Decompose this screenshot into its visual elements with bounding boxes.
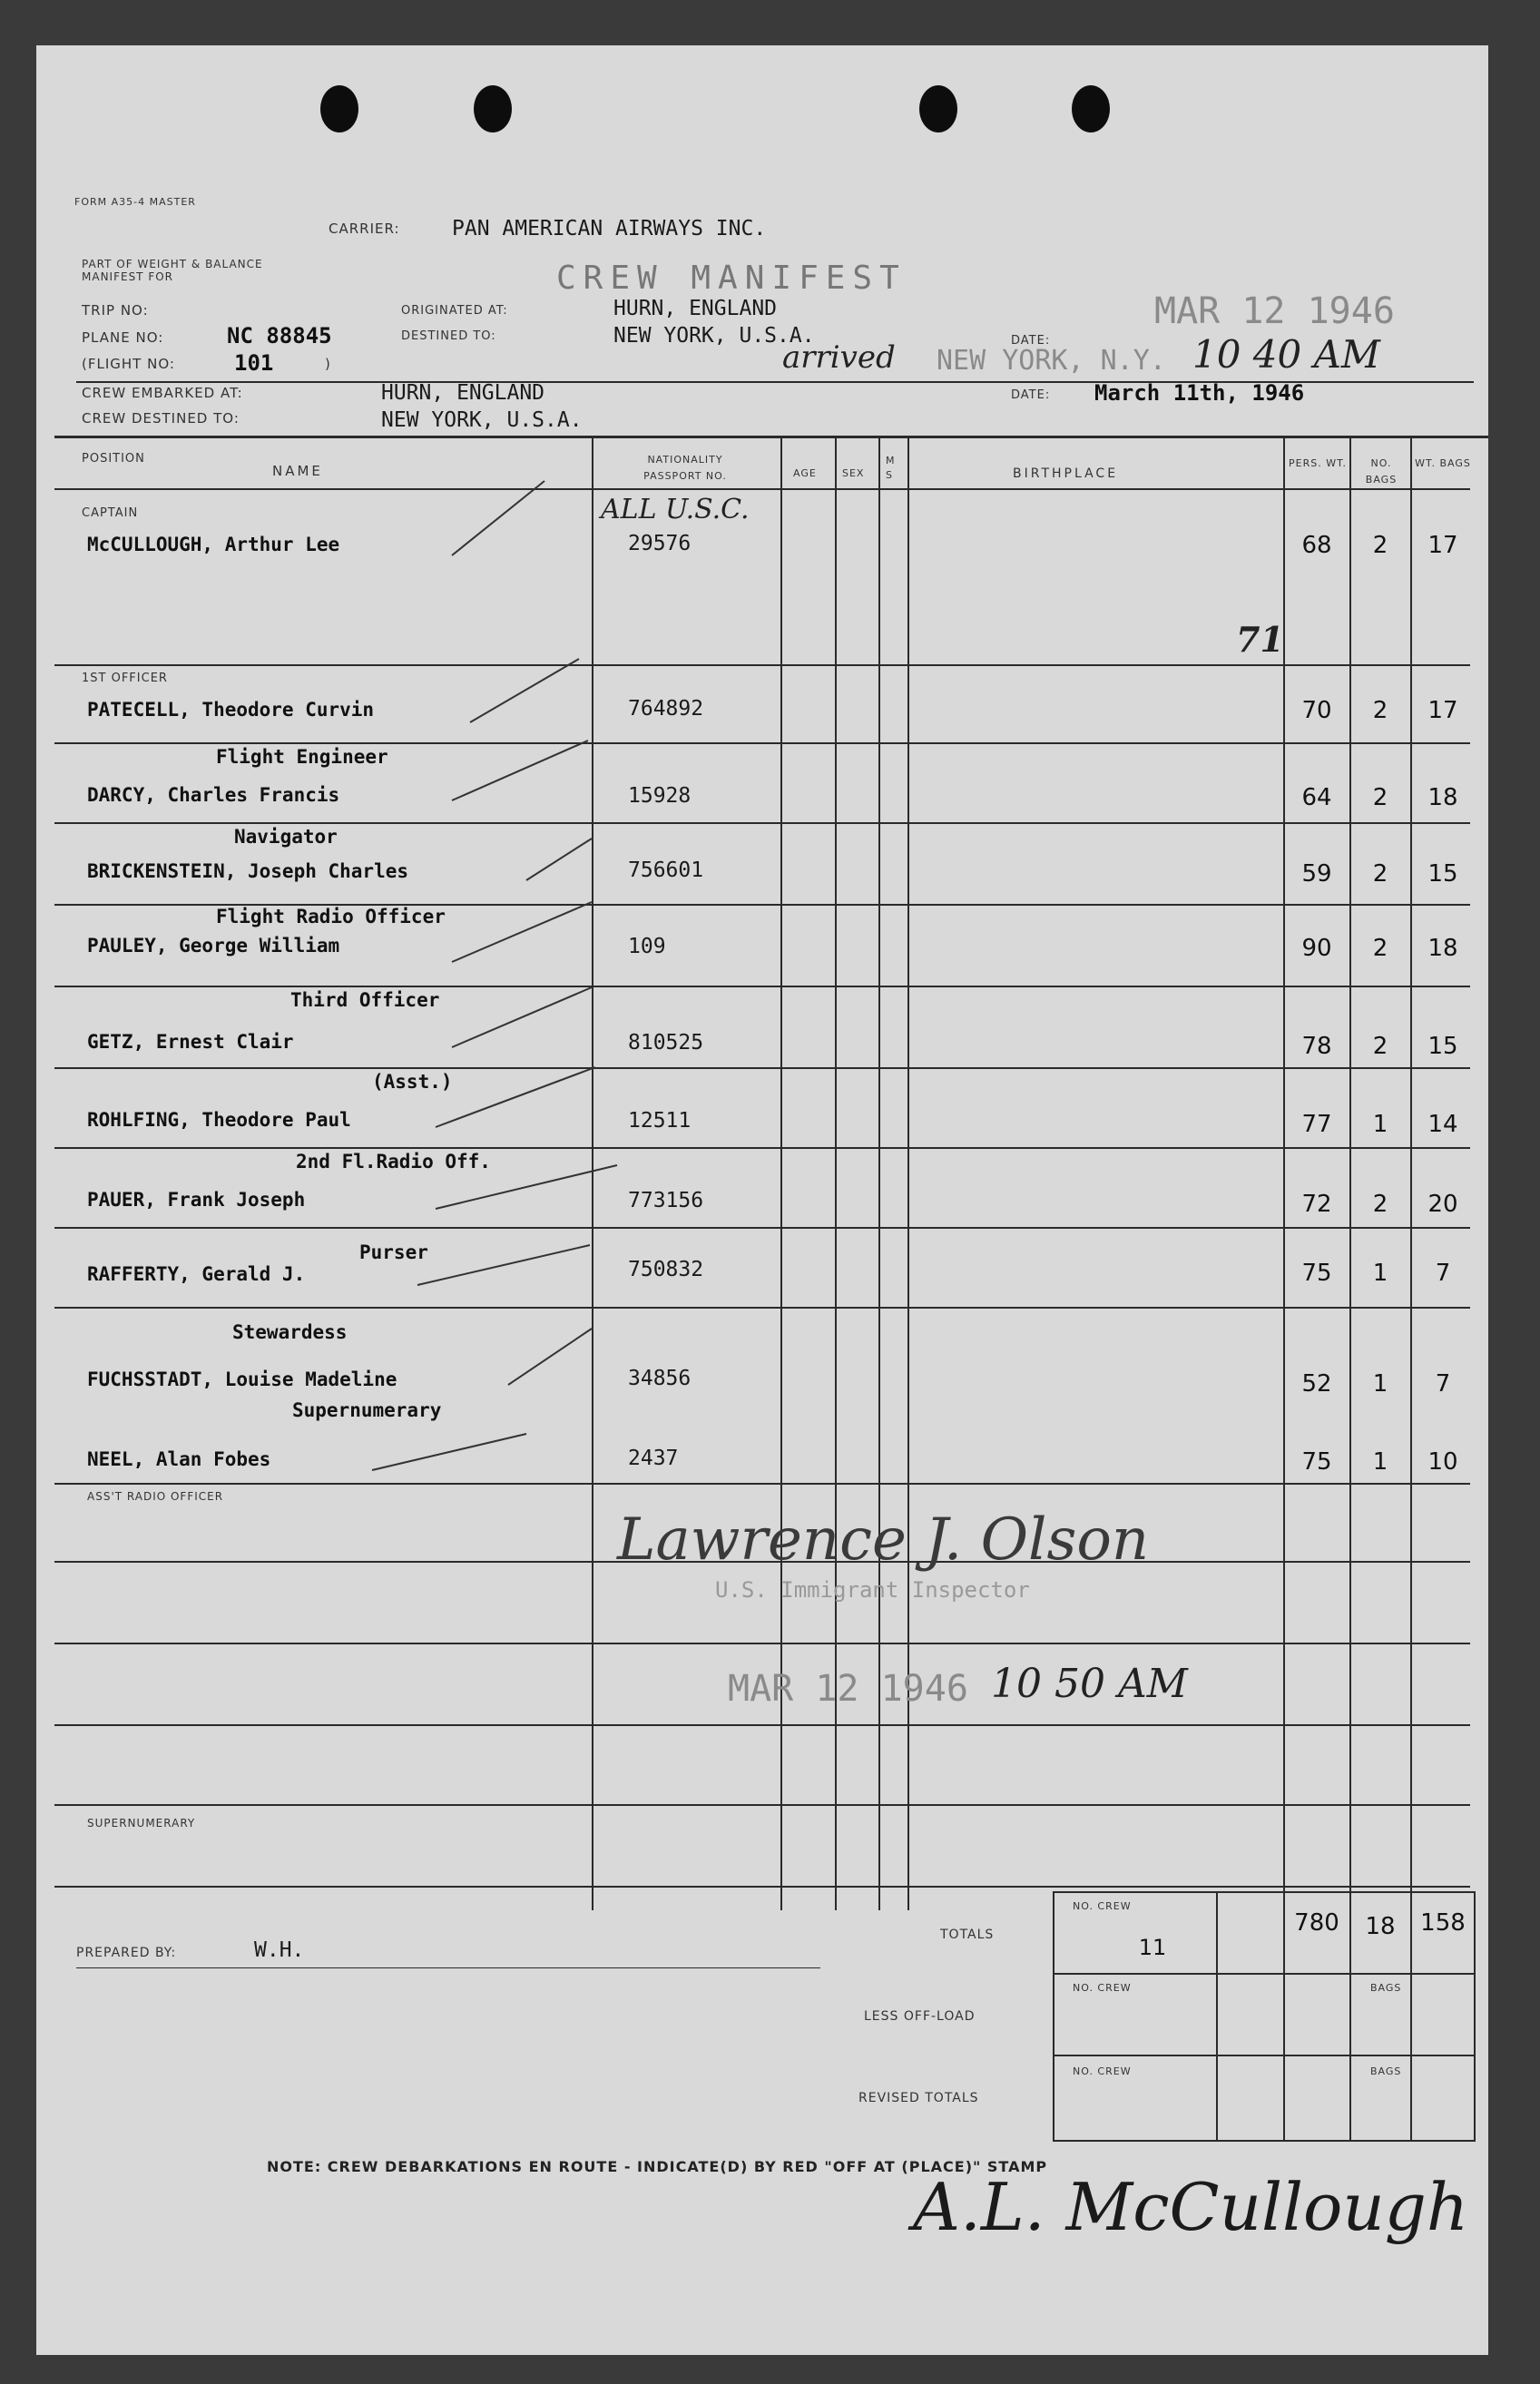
crew-name: PATECELL, Theodore Curvin xyxy=(87,699,375,721)
crew-pers-wt: 75 xyxy=(1301,1448,1332,1476)
crew-wt-bags: 7 xyxy=(1435,1260,1451,1287)
crew-bags: 2 xyxy=(1372,1191,1388,1218)
crew-pers-wt: 90 xyxy=(1301,935,1332,962)
header-pers-wt: PERS. WT. xyxy=(1289,457,1347,469)
crew-pers-wt: 77 xyxy=(1301,1111,1332,1138)
crew-wt-bags: 10 xyxy=(1427,1448,1458,1476)
flight-label: (FLIGHT NO: xyxy=(82,356,175,372)
crew-name: FUCHSSTADT, Louise Madeline xyxy=(87,1369,397,1390)
header-no-bags: NO. BAGS xyxy=(1365,457,1398,486)
crew-name: ROHLFING, Theodore Paul xyxy=(87,1109,351,1131)
crew-position: Flight Radio Officer xyxy=(216,906,446,927)
revised-totals-label: REVISED TOTALS xyxy=(858,2091,979,2105)
totals-label: TOTALS xyxy=(940,1928,995,1942)
crew-pers-wt: 59 xyxy=(1301,860,1332,888)
destined-value: NEW YORK, U.S.A. xyxy=(613,324,815,348)
crew-name: PAULEY, George William xyxy=(87,935,340,957)
crew-wt-bags: 7 xyxy=(1435,1370,1451,1398)
crew-passport: 29576 xyxy=(628,532,692,555)
date2-value: March 11th, 1946 xyxy=(1094,380,1305,406)
crew-position: (Asst.) xyxy=(372,1071,453,1093)
date2-label: DATE: xyxy=(1011,388,1051,402)
total-wt-bags: 158 xyxy=(1420,1909,1466,1937)
crew-pers-wt: 64 xyxy=(1301,784,1332,811)
plane-label: PLANE NO: xyxy=(82,329,164,346)
arrival-place-stamp: NEW YORK, N.Y. xyxy=(937,345,1166,377)
crew-position: Supernumerary xyxy=(292,1399,442,1421)
destined-label: DESTINED TO: xyxy=(401,329,496,343)
header-sex: SEX xyxy=(842,467,865,479)
crew-name: NEEL, Alan Fobes xyxy=(87,1448,271,1470)
prepared-by-label: PREPARED BY: xyxy=(76,1946,177,1960)
inspector-time: 10 50 AM xyxy=(991,1661,1188,1707)
crew-passport: 12511 xyxy=(628,1109,692,1133)
crew-pers-wt: 68 xyxy=(1301,532,1332,559)
crew-bags: 2 xyxy=(1372,697,1388,724)
supernumerary-label: SUPERNUMERARY xyxy=(87,1817,196,1830)
crew-name: BRICKENSTEIN, Joseph Charles xyxy=(87,860,409,882)
carrier-name: PAN AMERICAN AIRWAYS INC. xyxy=(452,217,767,240)
crew-wt-bags: 15 xyxy=(1427,1033,1458,1060)
carrier-label: CARRIER: xyxy=(329,221,400,237)
crew-passport: 764892 xyxy=(628,697,704,721)
inspector-title: U.S. Immigrant Inspector xyxy=(715,1577,1030,1603)
crew-wt-bags: 17 xyxy=(1427,697,1458,724)
crew-passport: 773156 xyxy=(628,1189,704,1212)
check-marks xyxy=(36,45,1488,2355)
crew-passport: 756601 xyxy=(628,858,704,882)
crew-position: Third Officer xyxy=(290,989,440,1011)
originated-label: ORIGINATED AT: xyxy=(401,304,508,318)
total-crew: 11 xyxy=(1138,1935,1167,1960)
flight-close: ) xyxy=(325,356,331,372)
crew-name: DARCY, Charles Francis xyxy=(87,784,340,806)
crew-embarked-label: CREW EMBARKED AT: xyxy=(82,385,243,401)
crew-position: 1ST OFFICER xyxy=(82,672,168,685)
crew-bags: 1 xyxy=(1372,1448,1388,1476)
crew-wt-bags: 20 xyxy=(1427,1191,1458,1218)
crew-wt-bags: 18 xyxy=(1427,935,1458,962)
crew-position: CAPTAIN xyxy=(82,506,139,520)
crew-bags: 2 xyxy=(1372,860,1388,888)
crew-passport: 15928 xyxy=(628,784,692,808)
flight-number: 101 xyxy=(234,350,274,376)
nationality-note: ALL U.S.C. xyxy=(601,494,750,525)
crew-destined-label: CREW DESTINED TO: xyxy=(82,410,240,427)
crew-wt-bags: 14 xyxy=(1427,1111,1458,1138)
header-nationality: NATIONALITY PASSPORT NO. xyxy=(643,454,727,482)
crew-bags: 2 xyxy=(1372,935,1388,962)
crew-passport: 109 xyxy=(628,935,666,958)
captain-signature: A.L. McCullough xyxy=(913,2169,1469,2245)
header-name: NAME xyxy=(272,463,323,479)
header-birthplace: BIRTHPLACE xyxy=(1013,466,1119,481)
manifest-sheet xyxy=(36,45,1488,2355)
crew-bags: 2 xyxy=(1372,784,1388,811)
form-id: FORM A35-4 MASTER xyxy=(74,196,196,208)
crew-bags: 1 xyxy=(1372,1111,1388,1138)
no-crew-label: NO. CREW xyxy=(1073,2065,1132,2077)
crew-name: RAFFERTY, Gerald J. xyxy=(87,1263,306,1285)
crew-bags: 1 xyxy=(1372,1260,1388,1287)
captain-note: 71 xyxy=(1236,619,1284,660)
crew-name: PAUER, Frank Joseph xyxy=(87,1189,306,1211)
trip-label: TRIP NO: xyxy=(82,302,149,319)
no-crew-label: NO. CREW xyxy=(1073,1982,1132,1994)
crew-position: Navigator xyxy=(234,826,338,848)
crew-passport: 2437 xyxy=(628,1447,679,1470)
debarkation-note: NOTE: CREW DEBARKATIONS EN ROUTE - INDICATE(D) BY RED "OFF AT (PLACE)" STAMP xyxy=(267,2158,1048,2175)
crew-passport: 810525 xyxy=(628,1031,704,1055)
crew-position: Stewardess xyxy=(232,1321,348,1343)
crew-position: Purser xyxy=(359,1241,428,1263)
crew-bags: 1 xyxy=(1372,1370,1388,1398)
arrival-handwritten: arrived xyxy=(782,339,896,376)
bags-label: BAGS xyxy=(1370,2065,1402,2077)
crew-wt-bags: 15 xyxy=(1427,860,1458,888)
crew-pers-wt: 52 xyxy=(1301,1370,1332,1398)
document-title: CREW MANIFEST xyxy=(556,260,907,297)
header-position: POSITION xyxy=(82,452,145,466)
inspector-signature: Lawrence J. Olson xyxy=(617,1506,1150,1574)
less-offload-label: LESS OFF-LOAD xyxy=(864,2009,976,2024)
asst-radio-label: ASS'T RADIO OFFICER xyxy=(87,1490,224,1503)
header-age: AGE xyxy=(793,467,817,479)
crew-wt-bags: 18 xyxy=(1427,784,1458,811)
crew-bags: 2 xyxy=(1372,1033,1388,1060)
crew-position: Flight Engineer xyxy=(216,746,388,768)
crew-passport: 34856 xyxy=(628,1367,692,1390)
crew-pers-wt: 78 xyxy=(1301,1033,1332,1060)
prepared-by-value: W.H. xyxy=(254,1938,305,1962)
arrival-date-stamp: MAR 12 1946 xyxy=(1154,290,1395,332)
header-ms: M S xyxy=(886,455,896,481)
crew-pers-wt: 70 xyxy=(1301,697,1332,724)
arrival-time: 10 40 AM xyxy=(1192,332,1380,377)
header-wt-bags: WT. BAGS xyxy=(1415,457,1471,469)
crew-passport: 750832 xyxy=(628,1258,704,1281)
crew-name: GETZ, Ernest Clair xyxy=(87,1031,294,1053)
originated-value: HURN, ENGLAND xyxy=(613,297,778,320)
date-label: DATE: xyxy=(1011,334,1051,348)
bags-label: BAGS xyxy=(1370,1982,1402,1994)
crew-wt-bags: 17 xyxy=(1427,532,1458,559)
total-pers-wt: 780 xyxy=(1294,1909,1339,1937)
inspector-date-stamp: MAR 12 1946 xyxy=(728,1668,968,1710)
crew-pers-wt: 72 xyxy=(1301,1191,1332,1218)
no-crew-label: NO. CREW xyxy=(1073,1900,1132,1912)
crew-embarked-value: HURN, ENGLAND xyxy=(381,381,545,405)
crew-pers-wt: 75 xyxy=(1301,1260,1332,1287)
crew-bags: 2 xyxy=(1372,532,1388,559)
crew-name: McCULLOUGH, Arthur Lee xyxy=(87,534,340,555)
plane-number: NC 88845 xyxy=(227,323,332,348)
crew-destined-value: NEW YORK, U.S.A. xyxy=(381,408,583,432)
crew-position: 2nd Fl.Radio Off. xyxy=(296,1151,491,1172)
part-of-label: PART OF WEIGHT & BALANCE MANIFEST FOR xyxy=(82,258,263,283)
total-bags: 18 xyxy=(1365,1913,1396,1940)
